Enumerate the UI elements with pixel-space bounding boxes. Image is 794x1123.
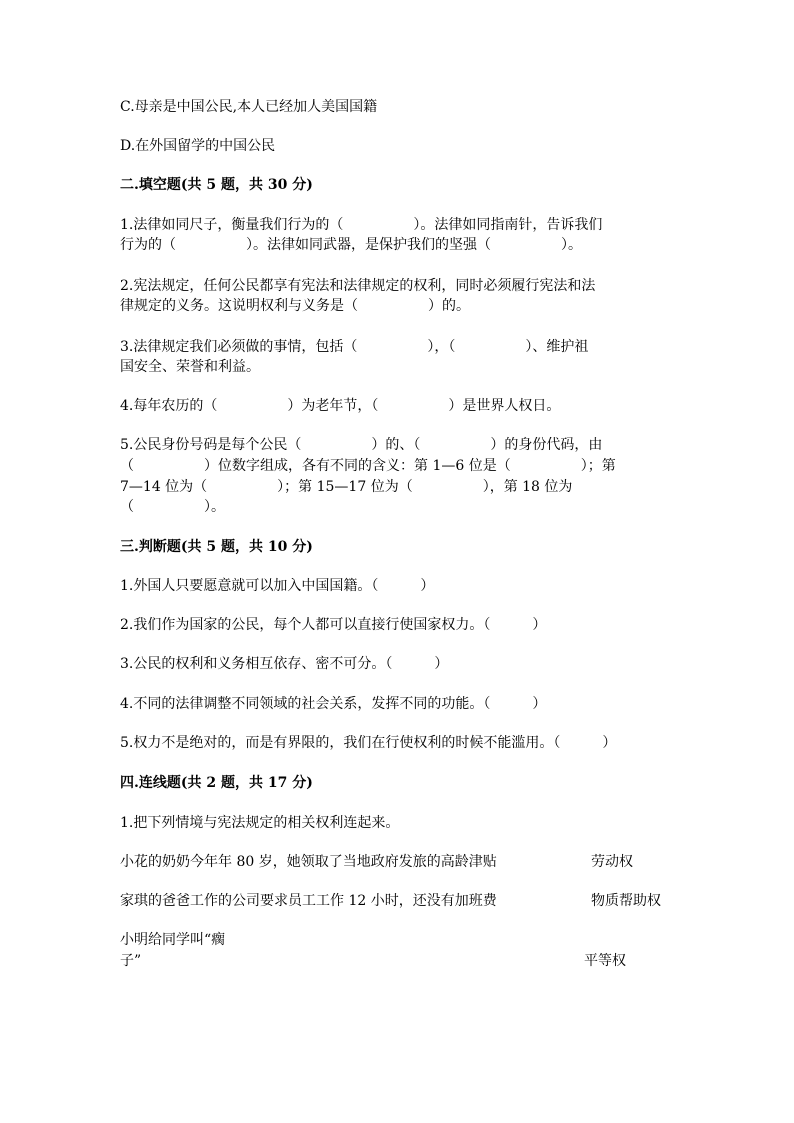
fill-q5-line2: （ ）位数字组成，各有不同的含义：第 1—6 位是（ ）；第 bbox=[120, 458, 616, 474]
fill-q2-line2: 律规定的义务。这说明权利与义务是（ ）的。 bbox=[120, 298, 470, 314]
section-4-heading: 四.连线题(共 2 题，共 17 分) bbox=[120, 775, 313, 791]
match-left-1: 小花的奶奶今年年 80 岁，她领取了当地政府发旅的高龄津贴 bbox=[120, 854, 497, 870]
judge-item-1: 1.外国人只要愿意就可以加入中国国籍。（ ） bbox=[120, 578, 435, 594]
section-2-heading: 二.填空题(共 5 题，共 30 分) bbox=[120, 177, 313, 193]
fill-q3-line1: 3.法律规定我们必须做的事情，包括（ ），（ ）、维护祖 bbox=[120, 339, 589, 355]
judge-item-2: 2.我们作为国家的公民，每个人都可以直接行使国家权力。（ ） bbox=[120, 617, 547, 633]
judge-item-4: 4.不同的法律调整不同领域的社会关系，发挥不同的功能。（ ） bbox=[120, 696, 547, 712]
judge-item-5: 5.权力不是绝对的，而是有界限的，我们在行使权利的时候不能滥用。（ ） bbox=[120, 735, 617, 751]
fill-q2-line1: 2.宪法规定，任何公民都享有宪法和法律规定的权利，同时必须履行宪法和法 bbox=[120, 278, 596, 294]
match-left-3b: 子” bbox=[120, 953, 142, 969]
fill-q1-line2: 行为的（ ）。法律如同武器，是保护我们的坚强（ ）。 bbox=[120, 237, 582, 253]
fill-q4-line1: 4.每年农历的（ ）为老年节，（ ）是世界人权日。 bbox=[120, 398, 561, 414]
fill-q5-line1: 5.公民身份号码是每个公民（ ）的、（ ）的身份代码，由 bbox=[120, 437, 603, 453]
match-right-2: 物质帮助权 bbox=[591, 893, 661, 909]
match-q1-prompt: 1.把下列情境与宪法规定的相关权利连起来。 bbox=[120, 815, 400, 831]
fill-q5-line3: 7—14 位为（ ）；第 15—17 位为（ ），第 18 位为 bbox=[120, 479, 573, 495]
fill-q1-line1: 1.法律如同尺子，衡量我们行为的（ ）。法律如同指南针，告诉我们 bbox=[120, 217, 603, 233]
fill-q5-line4: （ ）。 bbox=[120, 499, 225, 515]
match-left-2: 家琪的爸爸工作的公司要求员工工作 12 小时，还没有加班费 bbox=[120, 893, 497, 909]
match-right-1: 劳动权 bbox=[591, 854, 633, 870]
judge-item-3: 3.公民的权利和义务相互依存、密不可分。（ ） bbox=[120, 656, 449, 672]
fill-q3-line2: 国安全、荣誉和利益。 bbox=[120, 359, 260, 375]
option-d: D.在外国留学的中国公民 bbox=[120, 138, 276, 154]
match-right-3: 平等权 bbox=[584, 953, 626, 969]
section-3-heading: 三.判断题(共 5 题，共 10 分) bbox=[120, 539, 313, 555]
match-left-3a: 小明给同学叫“瘸 bbox=[120, 932, 226, 948]
option-c: C.母亲是中国公民,本人已经加人美国国籍 bbox=[120, 99, 378, 115]
